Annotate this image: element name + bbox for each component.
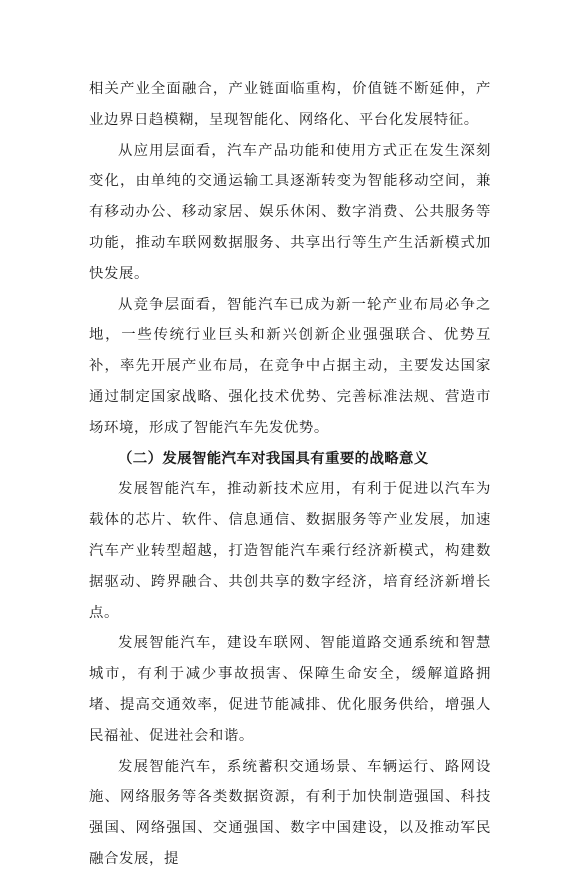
paragraph-economy: 发展智能汽车，推动新技术应用，有利于促进以汽车为载体的芯片、软件、信息通信、数据服务等产业发展，加速汽车产业转型超越，打造智能汽车乘行经济新模式，构建数据驱动、跨界融合、共创共享的数字经济，培育经济新增长点。 [89,481,491,621]
section-heading: （二）发展智能汽车对我国具有重要的战略意义 [118,450,429,467]
paragraph-society: 发展智能汽车，建设车联网、智能道路交通系统和智慧城市，有利于减少事故损害、保障生命安全，缓解道路拥堵、提高交通效率，促进节能减排、优化服务供给，增强人民福祉、促进社会和谐。 [89,635,491,744]
paragraph-national-strategy: 发展智能汽车，系统蓄积交通场景、车辆运行、路网设施、网络服务等各类数据资源，有利于加快制造强国、科技强国、网络强国、交通强国、数字中国建设，以及推动军民融合发展，提 [89,758,491,867]
paragraph-continuation: 相关产业全面融合，产业链面临重构，价值链不断延伸，产业边界日趋模糊，呈现智能化、网络化、平台化发展特征。 [89,81,491,128]
paragraph-application-level: 从应用层面看，汽车产品功能和使用方式正在发生深刻变化，由单纯的交通运输工具逐渐转变为智能移动空间，兼有移动办公、移动家居、娱乐休闲、数字消费、公共服务等功能，推动车联网数据服务、共享出行等生产生活新模式加快发展。 [89,142,491,282]
document-page [89,74,491,875]
paragraph-competition-level: 从竞争层面看，智能汽车已成为新一轮产业布局必争之地，一些传统行业巨头和新兴创新企业强强联合、优势互补，率先开展产业布局，在竞争中占据主动，主要发达国家通过制定国家战略、强化技术优势、完善标准法规、营造市场环境，形成了智能汽车先发优势。 [89,296,491,436]
